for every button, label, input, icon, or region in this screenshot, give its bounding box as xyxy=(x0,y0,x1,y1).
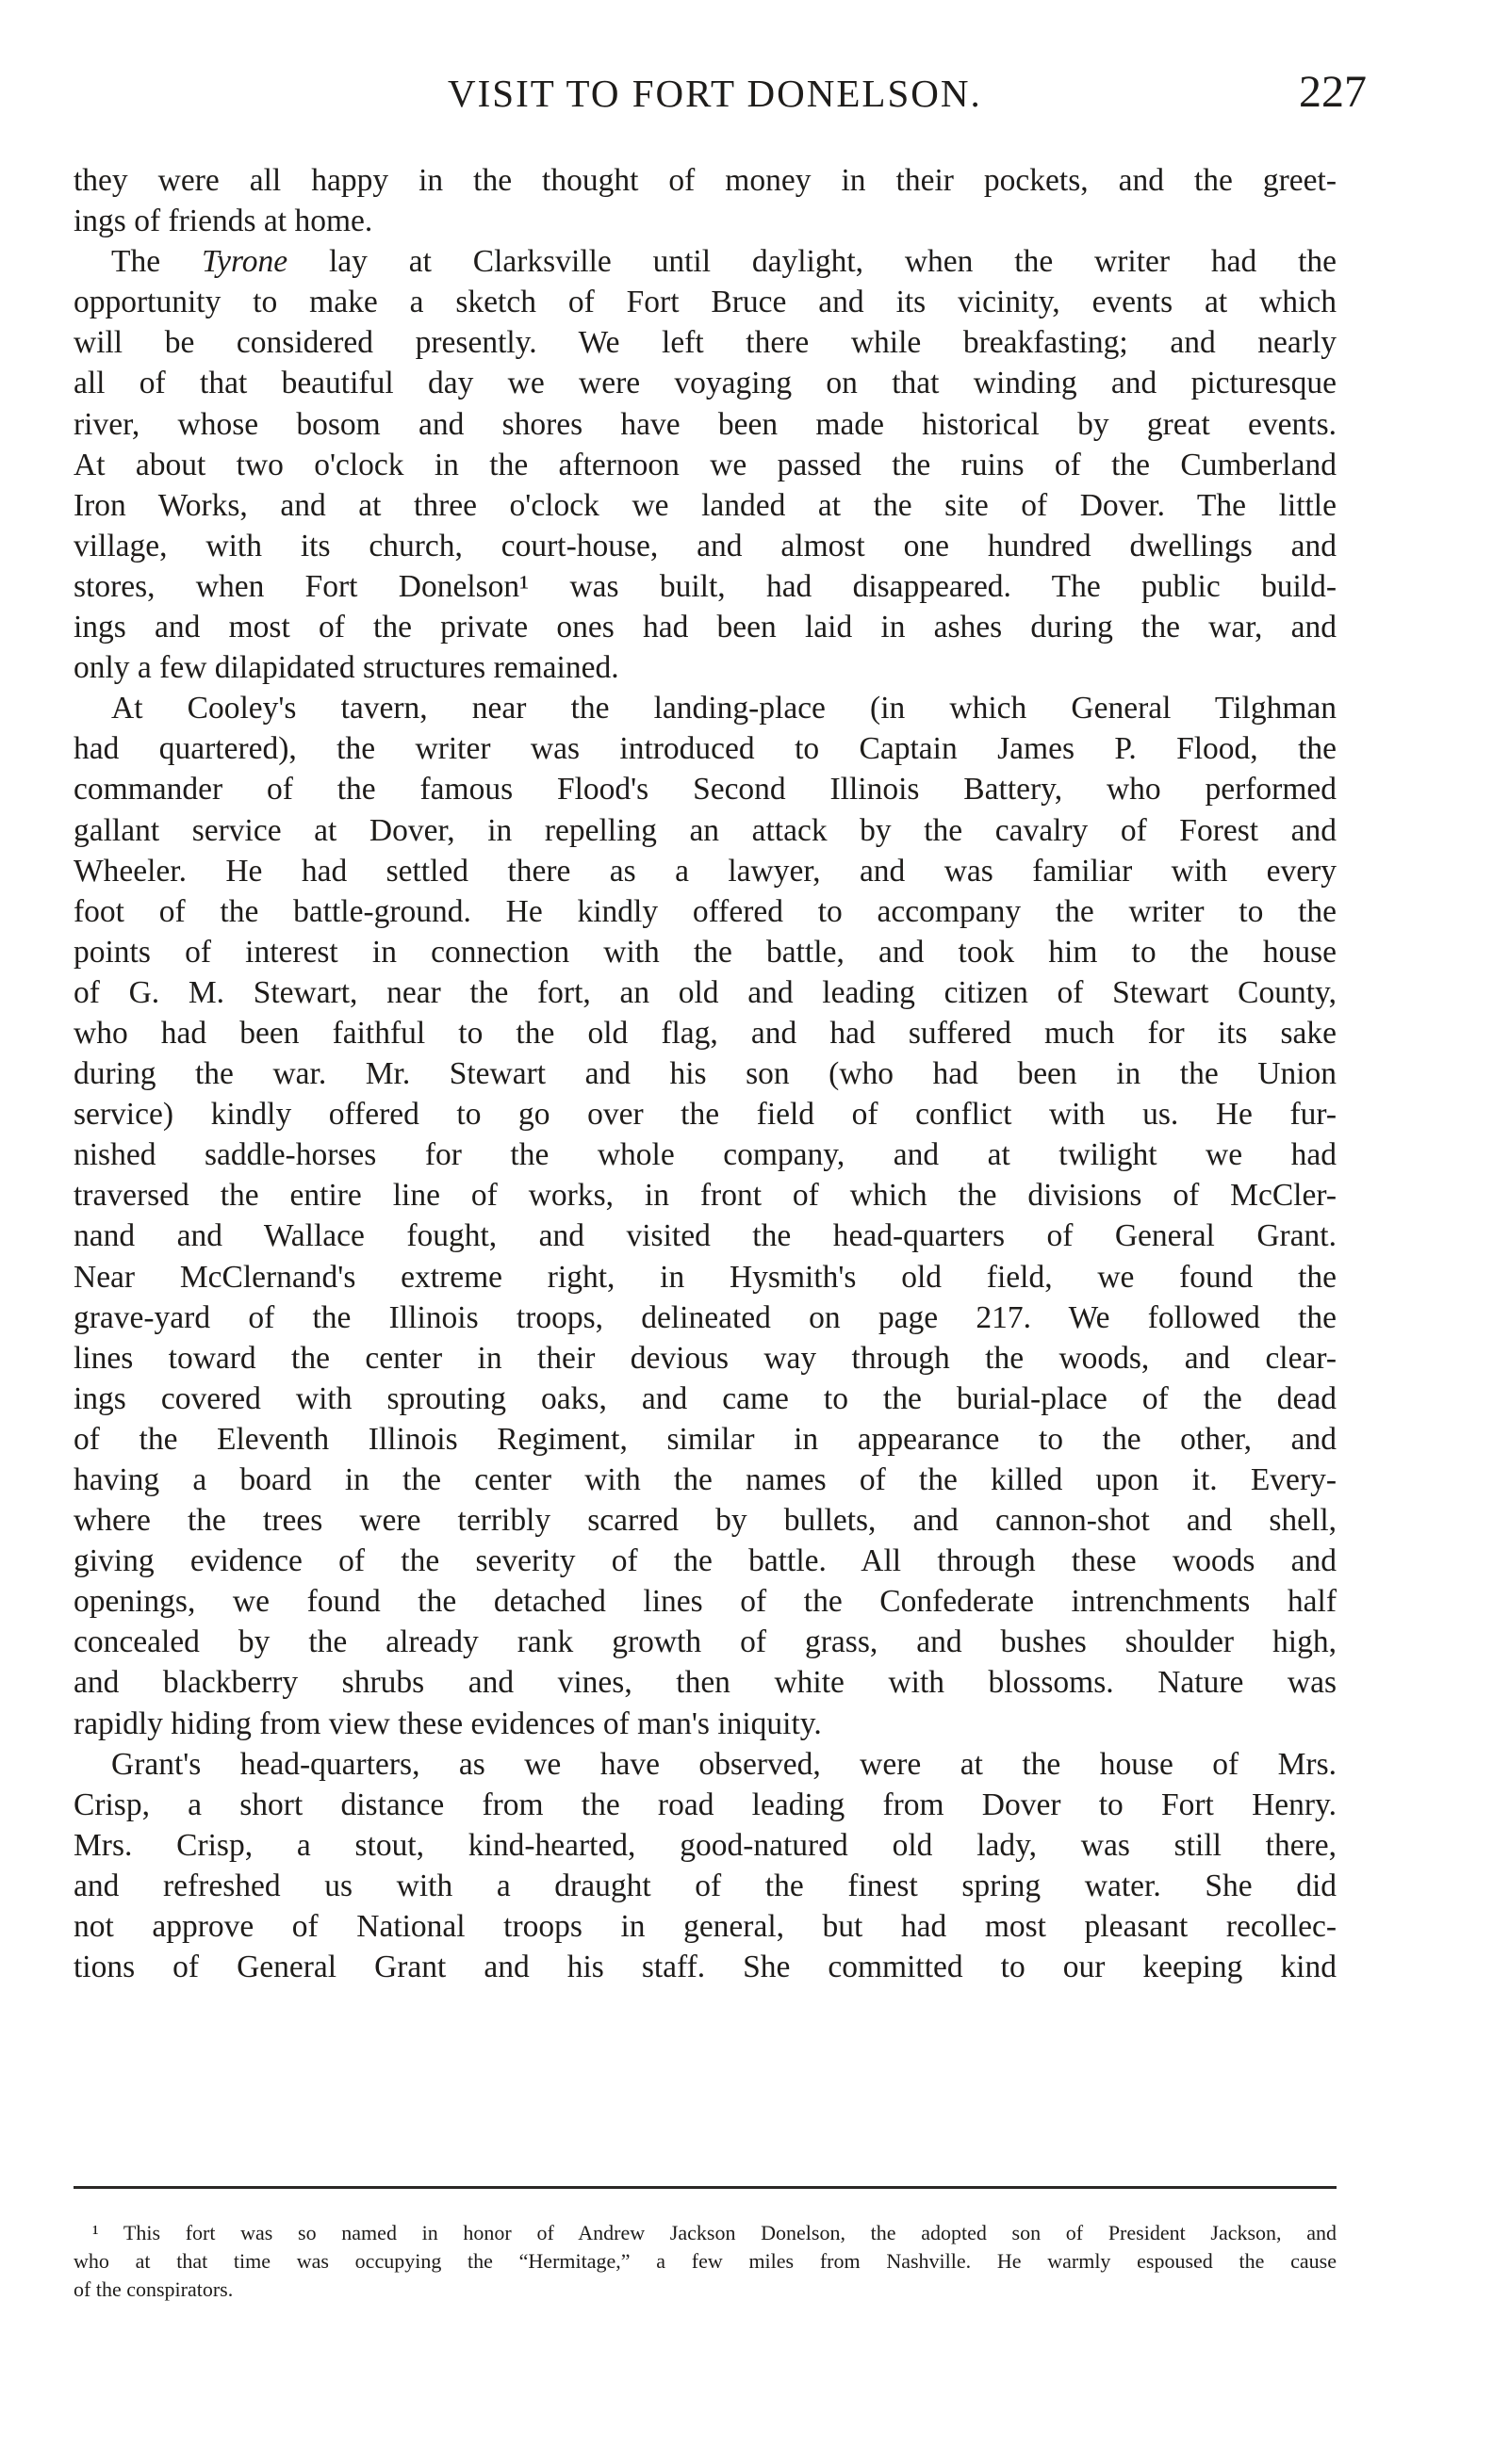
text-line: village, with its church, court-house, and almost one hundred dwellings and xyxy=(74,528,1337,563)
text-line: who had been faithful to the old flag, and had suffered much for its sake xyxy=(74,1015,1337,1051)
text-line: had quartered), the writer was introduced to Captain James P. Flood, the xyxy=(74,731,1337,767)
text-line: ings of friends at home. xyxy=(74,204,373,239)
text-line: Iron Works, and at three o'clock we landed at the site of Dover. The little xyxy=(74,487,1337,523)
italic-text: Tyrone xyxy=(201,244,288,280)
text-line: nand and Wallace fought, and visited the head-quarters of General Grant. xyxy=(74,1218,1337,1254)
text-line: grave-yard of the Illinois troops, delineated on page 217. We followed the xyxy=(74,1299,1337,1335)
paragraph xyxy=(74,1744,1337,1988)
text-line: At Cooley's tavern, near the landing-place (in which General Tilghman xyxy=(111,691,1337,726)
text-line: points of interest in connection with the battle, and took him to the house xyxy=(74,934,1337,970)
text-line: only a few dilapidated structures remained. xyxy=(74,650,619,686)
footnote-line: of the conspirators. xyxy=(74,2277,234,2301)
text-line: Wheeler. He had settled there as a lawyer, and was familiar with every xyxy=(74,853,1337,889)
page-header xyxy=(0,0,1493,132)
text-line: Mrs. Crisp, a stout, kind-hearted, good-natured old lady, was still there, xyxy=(74,1827,1337,1863)
text-line: gallant service at Dover, in repelling an attack by the cavalry of Forest and xyxy=(74,812,1337,848)
text-line: Near McClernand's extreme right, in Hysmith's old field, we found the xyxy=(74,1259,1337,1295)
text-line: ings and most of the private ones had been laid in ashes during the war, and xyxy=(74,610,1337,645)
paragraph xyxy=(74,241,1337,688)
text-line: Grant's head-quarters, as we have observed, were at the house of Mrs. xyxy=(111,1746,1337,1782)
text-line: lines toward the center in their devious way through the woods, and clear- xyxy=(74,1340,1337,1376)
text-line: commander of the famous Flood's Second Illinois Battery, who performed xyxy=(74,772,1337,808)
text-line: foot of the battle-ground. He kindly offered to accompany the writer to the xyxy=(74,893,1337,929)
text-line: river, whose bosom and shores have been made historical by great events. xyxy=(74,406,1337,442)
text-line: where the trees were terribly scarred by bullets, and cannon-shot and shell, xyxy=(74,1503,1337,1539)
text-line: traversed the entire line of works, in front of which the divisions of McCler- xyxy=(74,1178,1337,1214)
footnote xyxy=(74,2219,1337,2304)
text-line: they were all happy in the thought of money in their pockets, and the greet- xyxy=(74,163,1337,198)
text-line: not approve of National troops in general, but had most pleasant recollec- xyxy=(74,1909,1337,1945)
text-line: and refreshed us with a draught of the finest spring water. She did xyxy=(74,1868,1337,1903)
running-head: VISIT TO FORT DONELSON. xyxy=(448,72,982,115)
paragraph xyxy=(74,688,1337,1743)
text-line: of G. M. Stewart, near the fort, an old and leading citizen of Stewart County, xyxy=(74,974,1337,1010)
text-line: and blackberry shrubs and vines, then white with blossoms. Nature was xyxy=(74,1665,1337,1701)
text-line: stores, when Fort Donelson¹ was built, had disappeared. The public build- xyxy=(74,568,1337,604)
page-number: 227 xyxy=(1299,67,1367,117)
text-line: giving evidence of the severity of the battle. All through these woods and xyxy=(74,1543,1337,1579)
text-line: At about two o'clock in the afternoon we passed the ruins of the Cumberland xyxy=(74,447,1337,482)
text-line: rapidly hiding from view these evidences of man's iniquity. xyxy=(74,1705,822,1741)
text-line: concealed by the already rank growth of grass, and bushes shoulder high, xyxy=(74,1624,1337,1660)
text-line: nished saddle-horses for the whole company, and at twilight we had xyxy=(74,1137,1337,1173)
text-line: during the war. Mr. Stewart and his son (who had been in the Union xyxy=(74,1056,1337,1092)
footnote-line: ¹ This fort was so named in honor of Andrew Jackson Donelson, the adopted son of President Jackson, and xyxy=(92,2221,1337,2244)
text-line: opportunity to make a sketch of Fort Bruce and its vicinity, events at which xyxy=(74,285,1337,320)
text-line: tions of General Grant and his staff. She committed to our keeping kind xyxy=(74,1950,1337,1985)
footnote-rule xyxy=(74,2186,1337,2189)
text-line: all of that beautiful day we were voyaging on that winding and picturesque xyxy=(74,366,1337,401)
text-line: having a board in the center with the names of the killed upon it. Every- xyxy=(74,1462,1337,1497)
text-line: The Tyrone lay at Clarksville until daylight, when the writer had the xyxy=(111,244,1337,280)
body-text xyxy=(74,160,1337,1987)
text-line: ings covered with sprouting oaks, and came to the burial-place of the dead xyxy=(74,1380,1337,1416)
paragraph xyxy=(74,160,1337,241)
text-line: will be considered presently. We left there while breakfasting; and nearly xyxy=(74,325,1337,361)
text-line: Crisp, a short distance from the road leading from Dover to Fort Henry. xyxy=(74,1787,1337,1822)
footnote-line: who at that time was occupying the “Hermitage,” a few miles from Nashville. He warmly espoused the cause xyxy=(74,2249,1337,2273)
text-line: service) kindly offered to go over the field of conflict with us. He fur- xyxy=(74,1097,1337,1133)
text-line: openings, we found the detached lines of the Confederate intrenchments half xyxy=(74,1584,1337,1620)
text-line: of the Eleventh Illinois Regiment, similar in appearance to the other, and xyxy=(74,1421,1337,1457)
